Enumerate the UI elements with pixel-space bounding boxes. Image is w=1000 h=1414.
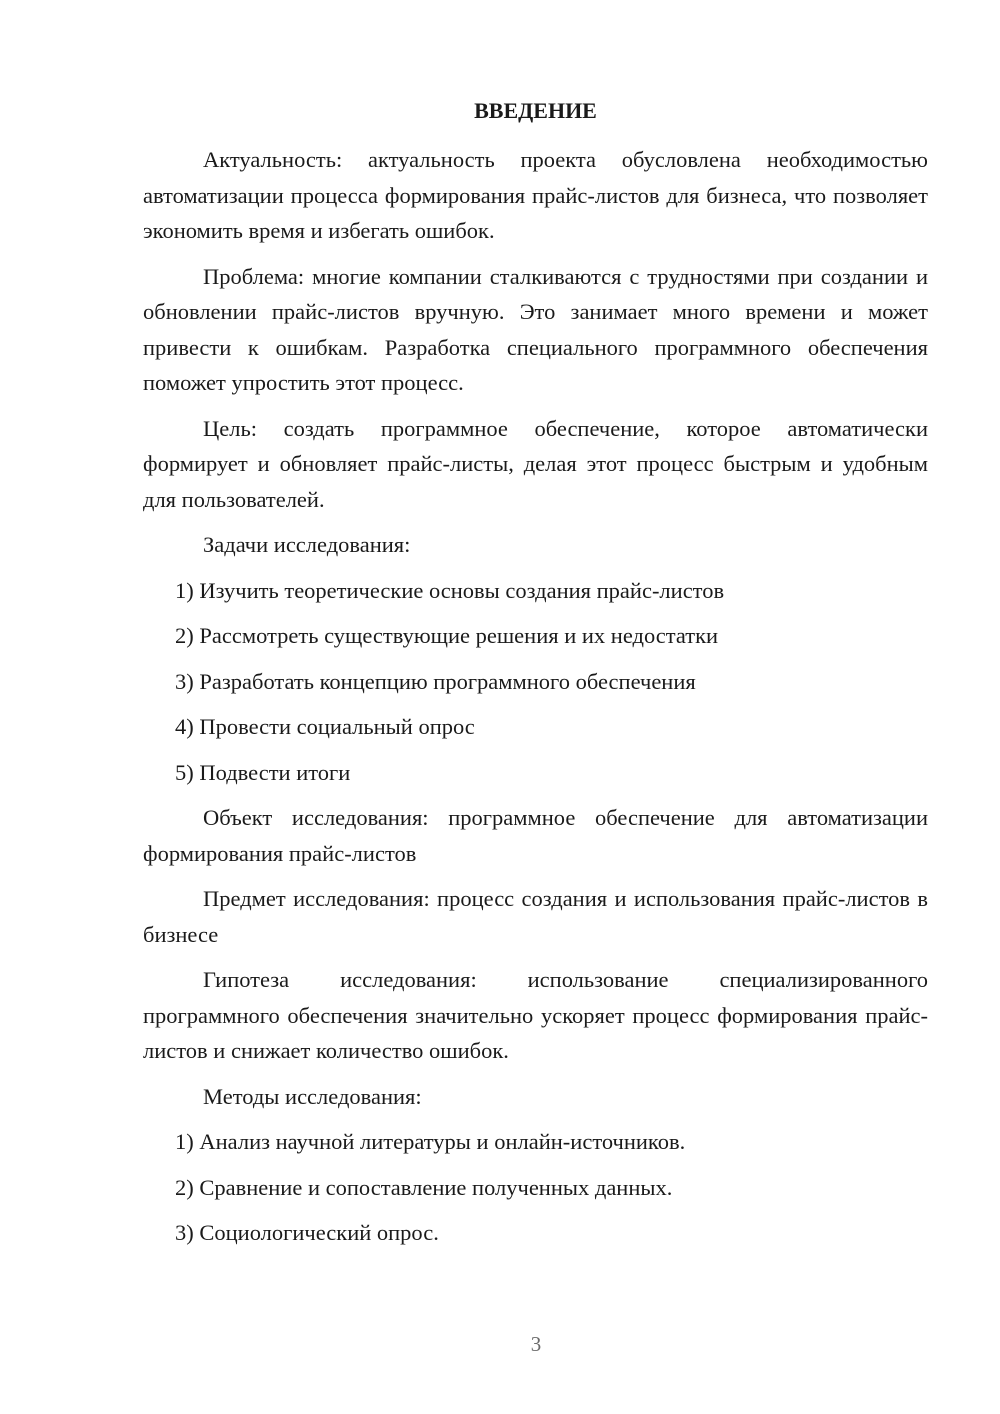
paragraph-problem: Проблема: многие компании сталкиваются с трудностями при создании и обновлении прайс-листов вручную. Это занимает много времени и может привести к ошибкам. Разработка специального программного обеспечения поможет упростить этот процесс. [143,263,928,395]
list-item: 3) Социологический опрос. [175,1220,439,1245]
list-item: 1) Анализ научной литературы и онлайн-источников. [175,1129,686,1154]
list-item: 2) Рассмотреть существующие решения и их недостатки [175,623,719,648]
list-item: 1) Изучить теоретические основы создания прайс-листов [175,577,725,603]
tasks-heading: Задачи исследования: [203,532,411,557]
list-item: 5) Подвести итоги [175,759,351,785]
page-title: ВВЕДЕНИЕ [474,98,597,123]
paragraph-object: Объект исследования: программное обеспечение для автоматизации формирования прайс-листов [143,805,928,866]
list-item: 2) Сравнение и сопоставление полученных данных. [175,1174,673,1200]
paragraph-hypothesis: Гипотеза исследования: использование специализированного программного обеспечения значительно ускоряет процесс формирования прайс-листов и снижает количество ошибок. [143,967,928,1063]
document-body [143,142,928,1261]
paragraph-relevance: Актуальность: актуальность проекта обусловлена необходимостью автоматизации процесса формирования прайс-листов для бизнеса, что позволяет экономить время и избегать ошибок. [143,147,928,243]
page-number: 3 [530,1332,542,1356]
list-item: 3) Разработать концепцию программного обеспечения [175,668,696,694]
tasks-list [143,573,928,791]
methods-list [143,1124,928,1251]
methods-heading: Методы исследования: [203,1083,422,1109]
list-item: 4) Провести социальный опрос [175,714,475,739]
paragraph-subject: Предмет исследования: процесс создания и использования прайс-листов в бизнесе [143,886,928,947]
paragraph-goal: Цель: создать программное обеспечение, которое автоматически формирует и обновляет прайс-листы, делая этот процесс быстрым и удобным для пользователей. [143,415,928,512]
